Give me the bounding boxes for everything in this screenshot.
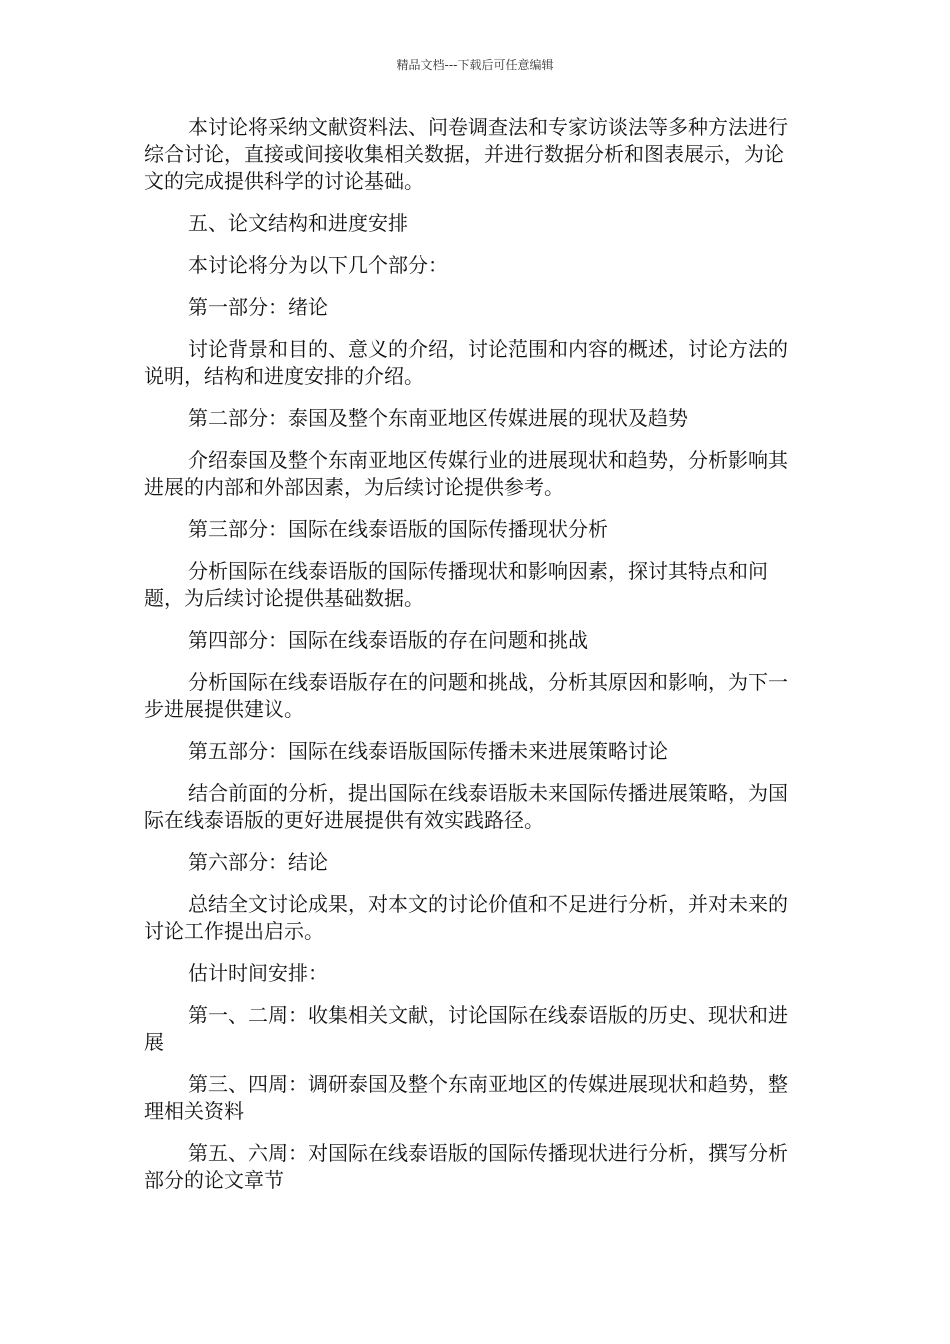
- part-3-description: 分析国际在线泰语版的国际传播现状和影响因素，探讨其特点和问题，为后续讨论提供基础数据。: [144, 559, 768, 610]
- part-1-description: 讨论背景和目的、意义的介绍，讨论范围和内容的概述，讨论方法的说明，结构和进度安排的介绍。: [144, 337, 788, 388]
- part-2-title: 第二部分：泰国及整个东南亚地区传媒进展的现状及趋势: [188, 406, 688, 430]
- section-heading-structure: 五、论文结构和进度安排: [188, 211, 408, 235]
- part-6-description: 总结全文讨论成果，对本文的讨论价值和不足进行分析，并对未来的讨论工作提出启示。: [144, 892, 788, 943]
- schedule-item-weeks-5-6: 第五、六周：对国际在线泰语版的国际传播现状进行分析，撰写分析部分的论文章节: [144, 1141, 788, 1192]
- schedule-heading: 估计时间安排：: [188, 961, 328, 985]
- paragraph-methods: 本讨论将采纳文献资料法、问卷调查法和专家访谈法等多种方法进行综合讨论，直接或间接收集相关数据，并进行数据分析和图表展示，为论文的完成提供科学的讨论基础。: [144, 115, 788, 193]
- page-header: 精品文档---下载后可任意编辑: [396, 58, 554, 72]
- part-6-title: 第六部分：结论: [188, 850, 328, 874]
- schedule-item-weeks-3-4: 第三、四周：调研泰国及整个东南亚地区的传媒进展现状和趋势，整理相关资料: [144, 1072, 788, 1123]
- part-5-title: 第五部分：国际在线泰语版国际传播未来进展策略讨论: [188, 739, 668, 763]
- part-5-description: 结合前面的分析，提出国际在线泰语版未来国际传播进展策略，为国际在线泰语版的更好进展提供有效实践路径。: [144, 781, 788, 832]
- paragraph-parts-intro: 本讨论将分为以下几个部分：: [188, 253, 448, 277]
- part-3-title: 第三部分：国际在线泰语版的国际传播现状分析: [188, 517, 608, 541]
- part-2-description: 介绍泰国及整个东南亚地区传媒行业的进展现状和趋势，分析影响其进展的内部和外部因素，为后续讨论提供参考。: [144, 448, 788, 499]
- document-body: [144, 114, 794, 1209]
- part-1-title: 第一部分：绪论: [188, 295, 328, 319]
- part-4-title: 第四部分：国际在线泰语版的存在问题和挑战: [188, 628, 588, 652]
- schedule-item-weeks-1-2: 第一、二周：收集相关文献，讨论国际在线泰语版的历史、现状和进展: [144, 1003, 788, 1054]
- part-4-description: 分析国际在线泰语版存在的问题和挑战，分析其原因和影响，为下一步进展提供建议。: [144, 670, 788, 721]
